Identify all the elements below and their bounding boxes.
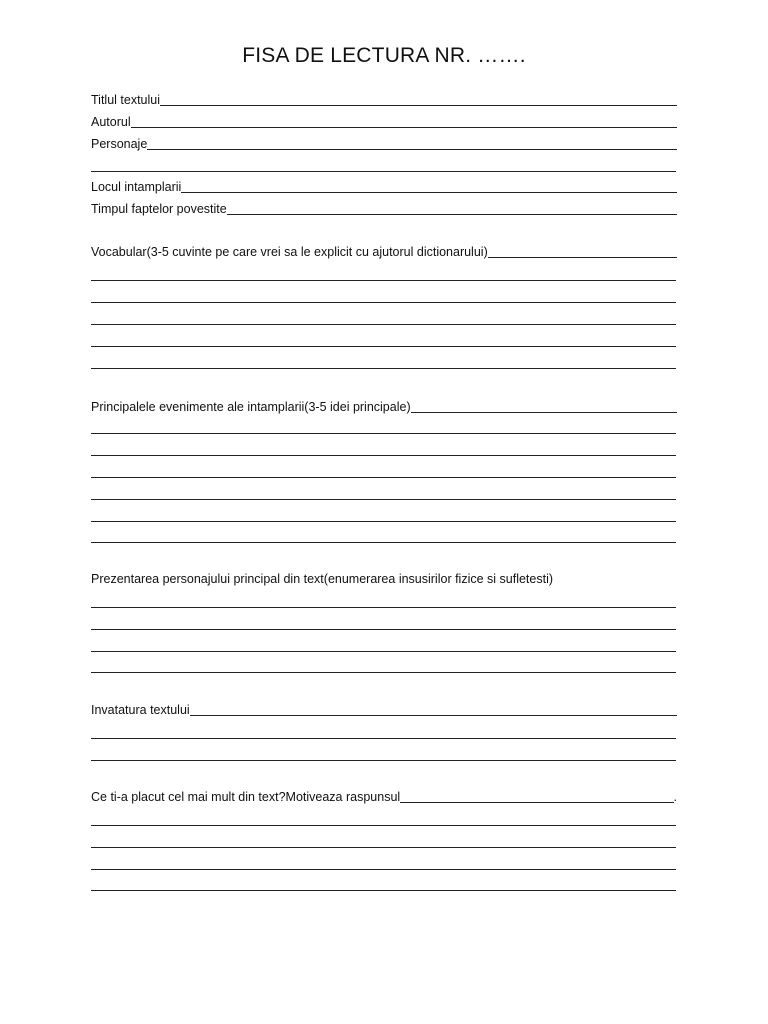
section-vocabulary-row [91, 242, 677, 260]
blank-line[interactable] [91, 171, 676, 172]
section-liked-label: Ce ti-a placut cel mai mult din text?Motiveaza raspunsul [91, 790, 401, 804]
field-place-line[interactable] [181, 192, 677, 193]
blank-line[interactable] [91, 368, 676, 369]
section-character-label: Prezentarea personajului principal din text(enumerarea insusirilor fizice si sufletesti) [91, 572, 554, 586]
blank-line[interactable] [91, 607, 676, 608]
blank-line[interactable] [91, 629, 676, 630]
section-events-line[interactable] [411, 412, 677, 413]
section-events-label: Principalele evenimente ale intamplarii(3-5 idei principale) [91, 400, 411, 414]
blank-line[interactable] [91, 651, 676, 652]
section-vocabulary-label: Vocabular(3-5 cuvinte pe care vrei sa le explicit cu ajutorul dictionarului) [91, 245, 488, 259]
section-lesson-label: Invatatura textului [91, 703, 190, 717]
blank-line[interactable] [91, 760, 676, 761]
blank-line[interactable] [91, 433, 676, 434]
section-character-row [91, 569, 677, 587]
blank-line[interactable] [91, 847, 676, 848]
field-characters-line[interactable] [147, 149, 677, 150]
blank-line[interactable] [91, 542, 676, 543]
field-author-label: Autorul [91, 115, 131, 129]
section-liked-period: . [673, 790, 677, 804]
field-time-line[interactable] [227, 214, 677, 215]
blank-line[interactable] [91, 455, 676, 456]
blank-line[interactable] [91, 302, 676, 303]
blank-line[interactable] [91, 324, 676, 325]
blank-line[interactable] [91, 825, 676, 826]
section-lesson-line[interactable] [190, 715, 677, 716]
field-characters-label: Personaje [91, 137, 148, 151]
field-place-row [91, 177, 677, 195]
section-liked-row [91, 787, 677, 805]
section-liked-line[interactable] [400, 802, 673, 803]
field-author-line[interactable] [131, 127, 677, 128]
blank-line[interactable] [91, 499, 676, 500]
field-place-label: Locul intamplarii [91, 180, 182, 194]
blank-line[interactable] [91, 346, 676, 347]
field-time-label: Timpul faptelor povestite [91, 202, 227, 216]
field-characters-row [91, 134, 677, 152]
section-lesson-row [91, 700, 677, 718]
page-title: FISA DE LECTURA NR. ……. [242, 44, 526, 67]
field-title-row [91, 90, 677, 108]
blank-line[interactable] [91, 890, 676, 891]
blank-line[interactable] [91, 477, 676, 478]
field-author-row [91, 112, 677, 130]
section-vocabulary-line[interactable] [488, 257, 677, 258]
blank-line[interactable] [91, 869, 676, 870]
field-time-row [91, 199, 677, 217]
field-title-label: Titlul textului [91, 93, 161, 107]
blank-line[interactable] [91, 738, 676, 739]
section-events-row [91, 397, 677, 415]
blank-line[interactable] [91, 672, 676, 673]
blank-line[interactable] [91, 280, 676, 281]
blank-line[interactable] [91, 521, 676, 522]
field-title-line[interactable] [160, 105, 677, 106]
